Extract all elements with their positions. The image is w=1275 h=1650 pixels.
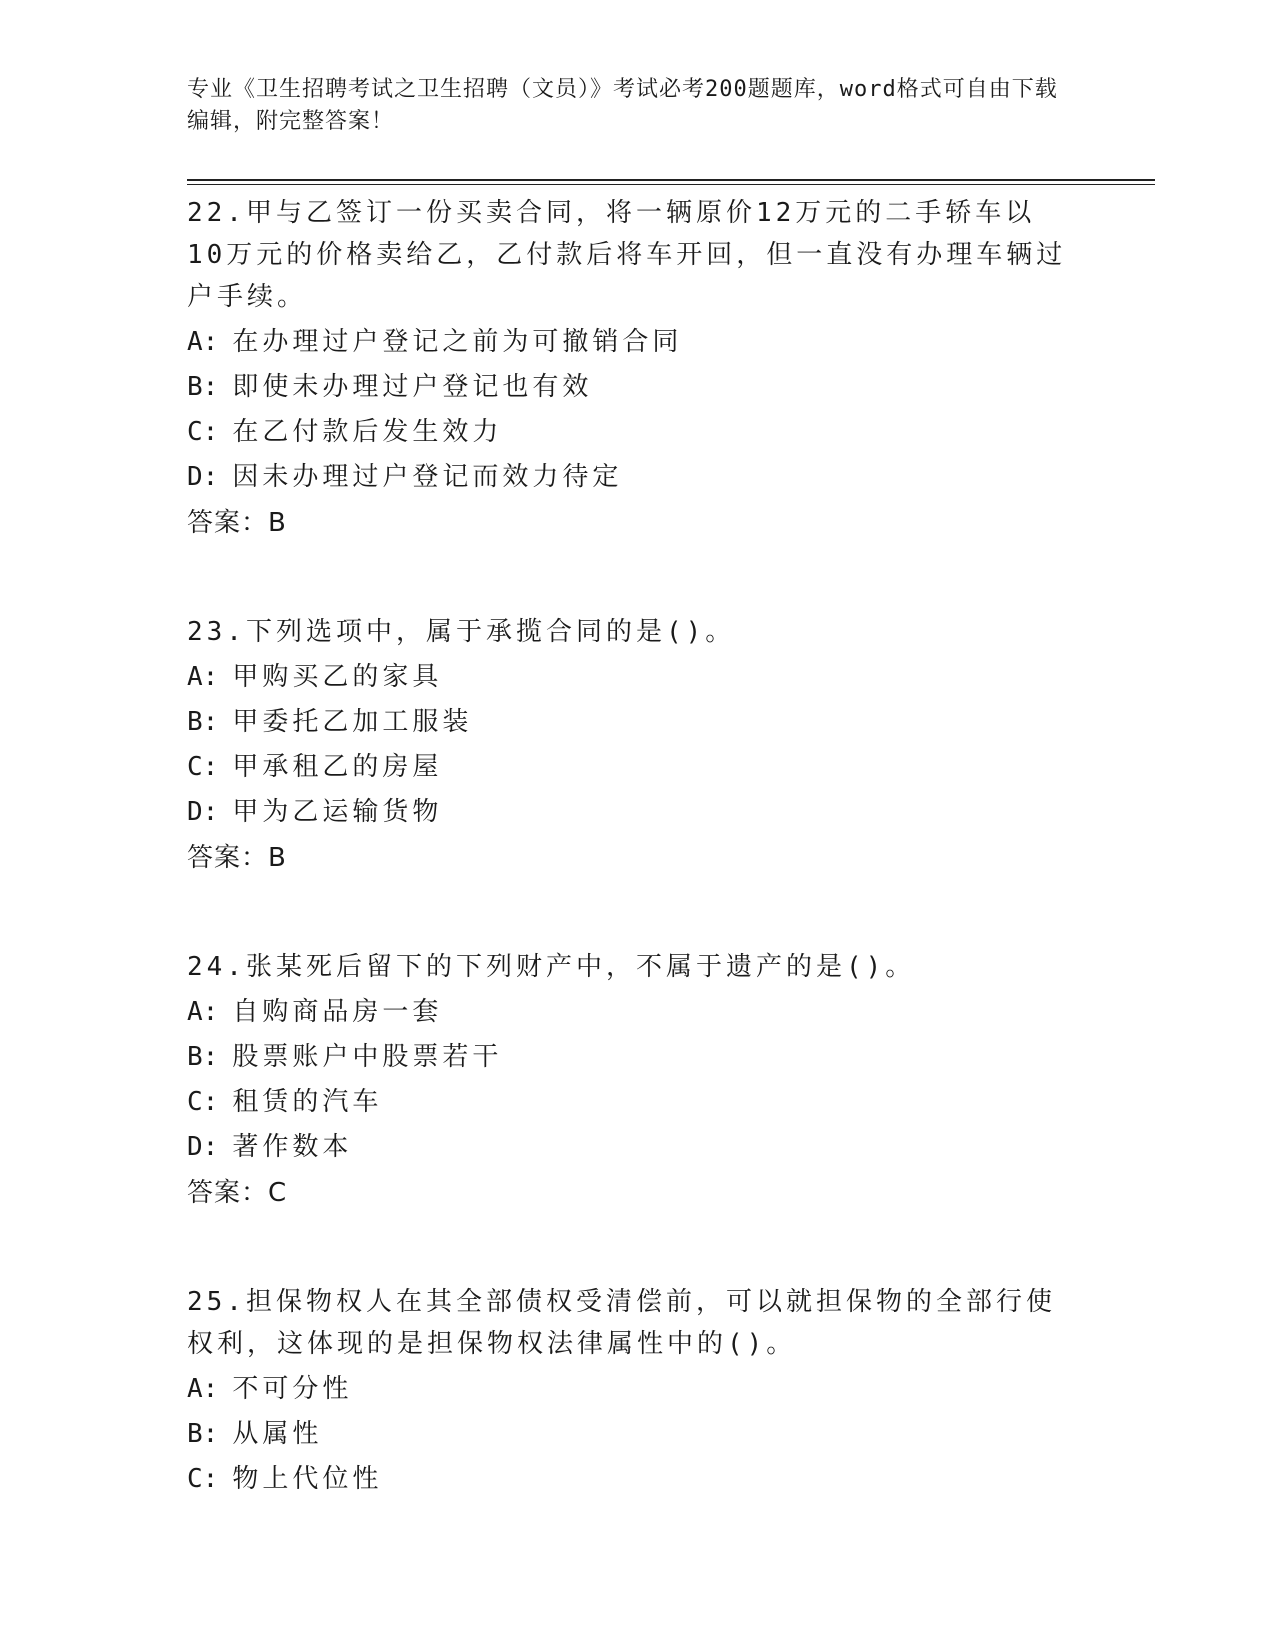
option-d <box>187 790 1087 835</box>
option-text: 在乙付款后发生效力 <box>232 417 503 447</box>
option-b <box>187 1035 1087 1080</box>
option-text: 甲委托乙加工服装 <box>232 707 473 737</box>
option-text: 甲购买乙的家具 <box>232 662 443 692</box>
option-text: 不可分性 <box>232 1374 353 1404</box>
question-stem: 24.张某死后留下的下列财产中，不属于遗产的是()。 <box>187 952 916 982</box>
option-letter: B: <box>187 1042 219 1072</box>
option-text: 著作数本 <box>232 1132 353 1162</box>
option-b <box>187 365 1087 410</box>
option-letter: D: <box>187 1132 219 1162</box>
option-letter: B: <box>187 372 219 402</box>
question-24 <box>187 946 1087 1216</box>
option-b <box>187 700 1087 745</box>
question-spacer <box>187 881 1087 946</box>
option-letter: A: <box>187 997 219 1027</box>
option-c <box>187 1080 1087 1125</box>
option-text: 甲承租乙的房屋 <box>232 752 443 782</box>
option-letter: B: <box>187 707 219 737</box>
option-text: 在办理过户登记之前为可撤销合同 <box>232 327 683 357</box>
option-letter: D: <box>187 797 219 827</box>
option-text: 因未办理过户登记而效力待定 <box>232 462 623 492</box>
option-a <box>187 1367 1087 1412</box>
question-23 <box>187 611 1087 881</box>
option-a <box>187 320 1087 365</box>
option-a <box>187 655 1087 700</box>
option-letter: A: <box>187 327 219 357</box>
header-divider-top <box>187 179 1155 181</box>
option-letter: A: <box>187 1374 219 1404</box>
option-c <box>187 410 1087 455</box>
question-list <box>187 192 1087 1502</box>
option-letter: C: <box>187 417 219 447</box>
option-text: 即使未办理过户登记也有效 <box>232 372 593 402</box>
question-stem: 22.甲与乙签订一份买卖合同，将一辆原价12万元的二手轿车以10万元的价格卖给乙，乙付款后将车开回，但一直没有办理车辆过户手续。 <box>187 198 1067 312</box>
question-spacer <box>187 546 1087 611</box>
option-text: 从属性 <box>232 1419 323 1449</box>
option-text: 物上代位性 <box>232 1464 383 1494</box>
header-divider-bottom <box>187 184 1155 185</box>
option-d <box>187 455 1087 500</box>
question-stem: 23.下列选项中，属于承揽合同的是()。 <box>187 617 736 647</box>
question-25 <box>187 1281 1087 1502</box>
option-letter: D: <box>187 462 219 492</box>
option-b <box>187 1412 1087 1457</box>
option-d <box>187 1125 1087 1170</box>
question-stem: 25.担保物权人在其全部债权受清偿前，可以就担保物的全部行使权利，这体现的是担保物权法律属性中的()。 <box>187 1287 1056 1359</box>
option-a <box>187 990 1087 1035</box>
option-text: 甲为乙运输货物 <box>232 797 443 827</box>
option-c <box>187 745 1087 790</box>
option-letter: C: <box>187 1464 219 1494</box>
question-22 <box>187 192 1087 546</box>
option-letter: B: <box>187 1419 219 1449</box>
option-letter: C: <box>187 752 219 782</box>
option-text: 自购商品房一套 <box>232 997 443 1027</box>
option-letter: A: <box>187 662 219 692</box>
answer-line: 答案：B <box>187 508 287 538</box>
option-letter: C: <box>187 1087 219 1117</box>
option-c <box>187 1457 1087 1502</box>
option-text: 租赁的汽车 <box>232 1087 383 1117</box>
answer-line: 答案：C <box>187 1178 288 1208</box>
answer-line: 答案：B <box>187 843 287 873</box>
document-header: 专业《卫生招聘考试之卫生招聘（文员）》考试必考200题题库，word格式可自由下载编辑，附完整答案！ <box>187 77 1058 134</box>
question-spacer <box>187 1216 1087 1281</box>
option-text: 股票账户中股票若干 <box>232 1042 503 1072</box>
